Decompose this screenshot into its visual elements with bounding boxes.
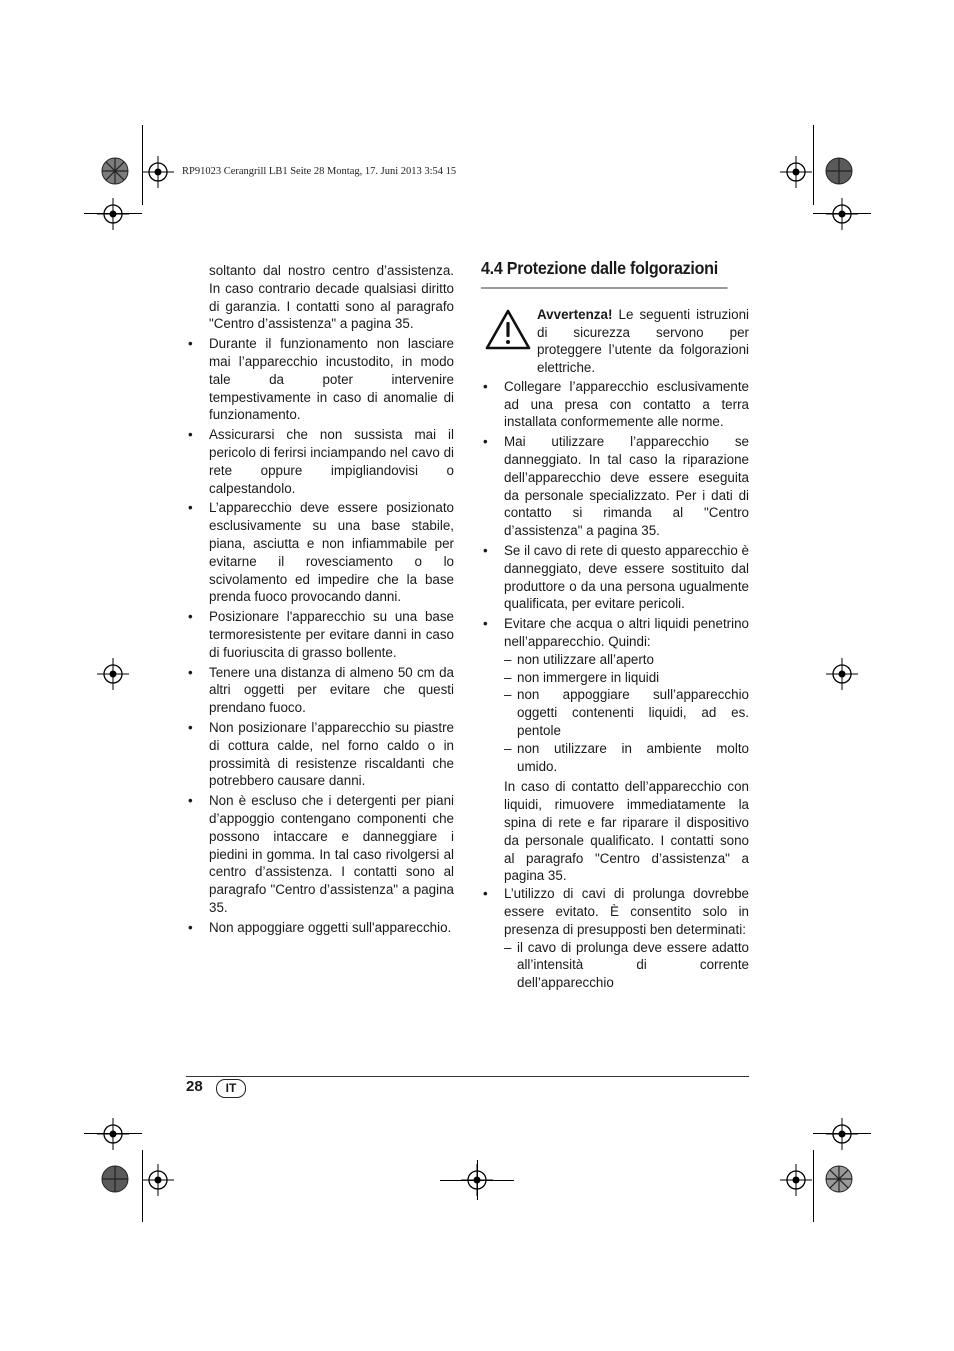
bullet-list <box>481 885 749 992</box>
registration-crosshair-icon <box>826 658 858 690</box>
registration-crosshair-icon <box>826 198 858 230</box>
bullet-list <box>481 378 749 776</box>
registration-crosshair-icon <box>780 156 812 188</box>
color-calibration-disc-icon <box>101 157 129 185</box>
continuation-text: soltanto dal nostro centro d’assistenza. In caso contrario decade qualsiasi diritto di garanzia. I contatti sono al paragrafo "Centro d’assistenza" a pagina 35. <box>209 263 454 332</box>
color-calibration-disc-icon <box>101 1165 129 1193</box>
section-title: 4.4 Protezione dalle folgorazioni <box>481 260 728 289</box>
list-item: • Collegare l’apparecchio esclusivamente ad una presa con contatto a terra installata conformemente alle norme. <box>481 378 749 431</box>
crop-line <box>477 1160 478 1200</box>
list-item: • Assicurarsi che non sussista mai il pericolo di ferirsi inciampando nel cavo di rete oppure impigliandovisi o calpestandolo. <box>186 426 454 497</box>
sub-list-item: – non utilizzare in ambiente molto umido. <box>504 740 749 776</box>
crop-line <box>813 1150 814 1222</box>
list-item-text: Evitare che acqua o altri liquidi penetrino nell’apparecchio. Quindi: <box>504 616 749 649</box>
list-item <box>481 885 749 992</box>
registration-crosshair-icon <box>97 1118 129 1150</box>
list-item: • Posizionare l'apparecchio su una base termoresistente per evitare danni in caso di fuoriuscita di grasso bollente. <box>186 608 454 661</box>
registration-crosshair-icon <box>97 658 129 690</box>
list-item: • Se il cavo di rete di questo apparecchio è danneggiato, deve essere sostituito dal produttore o da una persona ugualmente qualificata, per evitare pericoli. <box>481 542 749 613</box>
registration-crosshair-icon <box>142 156 174 188</box>
list-item: • Mai utilizzare l’apparecchio se danneggiato. In tal caso la riparazione dell’apparecchio deve essere eseguita da personale specializzato. Per i dati di contatto si rimanda al "Centro d’assistenza" a pagina 35. <box>481 433 749 540</box>
bullet-list <box>186 335 454 936</box>
right-column <box>481 260 749 994</box>
sub-list-item: – non appoggiare sull’apparecchio oggetti contenenti liquidi, ad es. pentole <box>504 686 749 739</box>
list-item: • L’apparecchio deve essere posizionato esclusivamente su una base stabile, piana, asciutta e non infiammabile per evitarne il rovesciamento o lo scivolamento ed impedire che la base prenda fuoco provocando danni. <box>186 499 454 606</box>
registration-crosshair-icon <box>826 1118 858 1150</box>
registration-crosshair-icon <box>97 198 129 230</box>
warning-label: Avvertenza! <box>537 306 613 322</box>
sub-list-item: – non immergere in liquidi <box>504 669 749 687</box>
sub-list <box>504 939 749 992</box>
list-item: • Durante il funzionamento non lasciare mai l’apparecchio incustodito, in modo tale da poter intervenire tempestivamente in caso di anomalie di funzionamento. <box>186 335 454 424</box>
warning-triangle-icon <box>484 308 532 352</box>
language-badge: IT <box>216 1079 246 1098</box>
list-item: • Non appoggiare oggetti sull'apparecchio. <box>186 919 454 937</box>
list-item: • Non posizionare l’apparecchio su piastre di cottura calde, nel forno caldo o in prossimità di resistenze riscaldanti che potrebbero causare danni. <box>186 719 454 790</box>
sub-list-item: – il cavo di prolunga deve essere adatto all’intensità di corrente dell’apparecchio <box>504 939 749 992</box>
list-item: • Tenere una distanza di almeno 50 cm da altri oggetti per evitare che questi prendano fuoco. <box>186 664 454 717</box>
crop-line <box>813 125 814 205</box>
warning-text <box>537 306 749 377</box>
list-item-text: L’utilizzo di cavi di prolunga dovrebbe essere evitato. È consentito solo in presenza di presupposti ben determinati: <box>504 886 749 937</box>
color-calibration-disc-icon <box>825 1165 853 1193</box>
list-item: • Non è escluso che i detergenti per piani d’appoggio contengano componenti che possono intaccare e danneggiare i piedini in gomma. In tal caso rivolgersi al centro d’assistenza. I contatti sono al paragrafo "Centro d’assistenza" a pagina 35. <box>186 792 454 917</box>
registration-crosshair-icon <box>780 1164 812 1196</box>
warning-notice <box>481 306 749 378</box>
registration-crosshair-icon <box>142 1164 174 1196</box>
note-paragraph: In caso di contatto dell’apparecchio con liquidi, rimuovere immediatamente la spina di rete e far riparare il dispositivo da personale qualificato. I contatti sono al paragrafo "Centro d’assistenza" a pagina 35. <box>504 779 749 884</box>
left-column <box>186 262 454 938</box>
list-item <box>481 615 749 775</box>
footer-rule <box>186 1076 749 1077</box>
page-number: 28 <box>186 1078 203 1095</box>
warning-body: Le seguenti istruzioni di sicurezza servono per proteggere l’utente da folgorazioni elettriche. <box>537 306 749 376</box>
sub-list-item: – non utilizzare all’aperto <box>504 651 749 669</box>
sub-list <box>504 651 749 776</box>
print-job-info: RP91023 Cerangrill LB1 Seite 28 Montag, 17. Juni 2013 3:54 15 <box>182 166 457 177</box>
color-calibration-disc-icon <box>825 157 853 185</box>
